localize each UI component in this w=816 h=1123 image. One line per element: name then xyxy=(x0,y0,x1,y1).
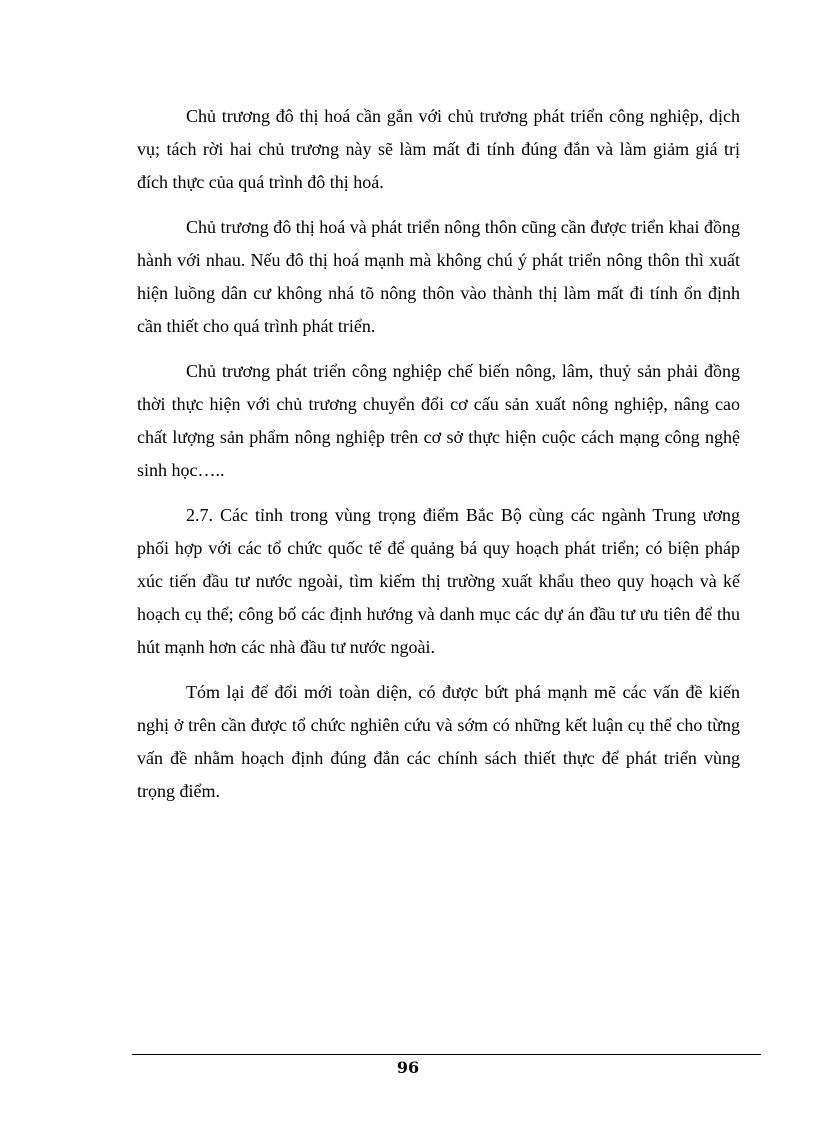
paragraph-conclusion: Tóm lại để đổi mới toàn diện, có được bứt phá mạnh mẽ các vấn đề kiến nghị ở trên cần được tổ chức nghiên cứu và sớm có những kết luận cụ thể cho từng vấn đề nhằm hoạch định đúng đắn các chính sách thiết thực để phát triển vùng trọng điểm. xyxy=(137,682,740,801)
footer-divider xyxy=(132,1054,761,1055)
paragraph-urbanization-rural: Chủ trương đô thị hoá và phát triển nông thôn cũng cần được triển khai đồng hành với nhau. Nếu đô thị hoá mạnh mà không chú ý phát triển nông thôn thì xuất hiện luồng dân cư không nhá tõ nông thôn vào thành thị làm mất đi tính ổn định cần thiết cho quá trình phát triển. xyxy=(137,217,740,336)
paragraph-processing-industry: Chủ trương phát triển công nghiệp chế biến nông, lâm, thuỷ sản phải đồng thời thực hiện với chủ trương chuyển đổi cơ cấu sản xuất nông nghiệp, nâng cao chất lượng sản phẩm nông nghiệp trên cơ sở thực hiện cuộc cách mạng công nghệ sinh học….. xyxy=(137,361,740,480)
page-number: 96 xyxy=(396,1058,420,1077)
paragraph-section-2-7: 2.7. Các tỉnh trong vùng trọng điểm Bắc Bộ cùng các ngành Trung ương phối hợp với các tổ chức quốc tế để quảng bá quy hoạch phát triển; có biện pháp xúc tiến đầu tư nước ngoài, tìm kiếm thị trường xuất khẩu theo quy hoạch và kế hoạch cụ thể; công bố các định hướng và danh mục các dự án đầu tư ưu tiên để thu hút mạnh hơn các nhà đầu tư nước ngoài. xyxy=(137,505,740,657)
paragraph-urbanization-industry: Chủ trương đô thị hoá cần gắn với chủ trương phát triển công nghiệp, dịch vụ; tách rời hai chủ trương này sẽ làm mất đi tính đúng đắn và làm giảm giá trị đích thực của quá trình đô thị hoá. xyxy=(137,106,740,192)
body-text xyxy=(137,100,740,820)
